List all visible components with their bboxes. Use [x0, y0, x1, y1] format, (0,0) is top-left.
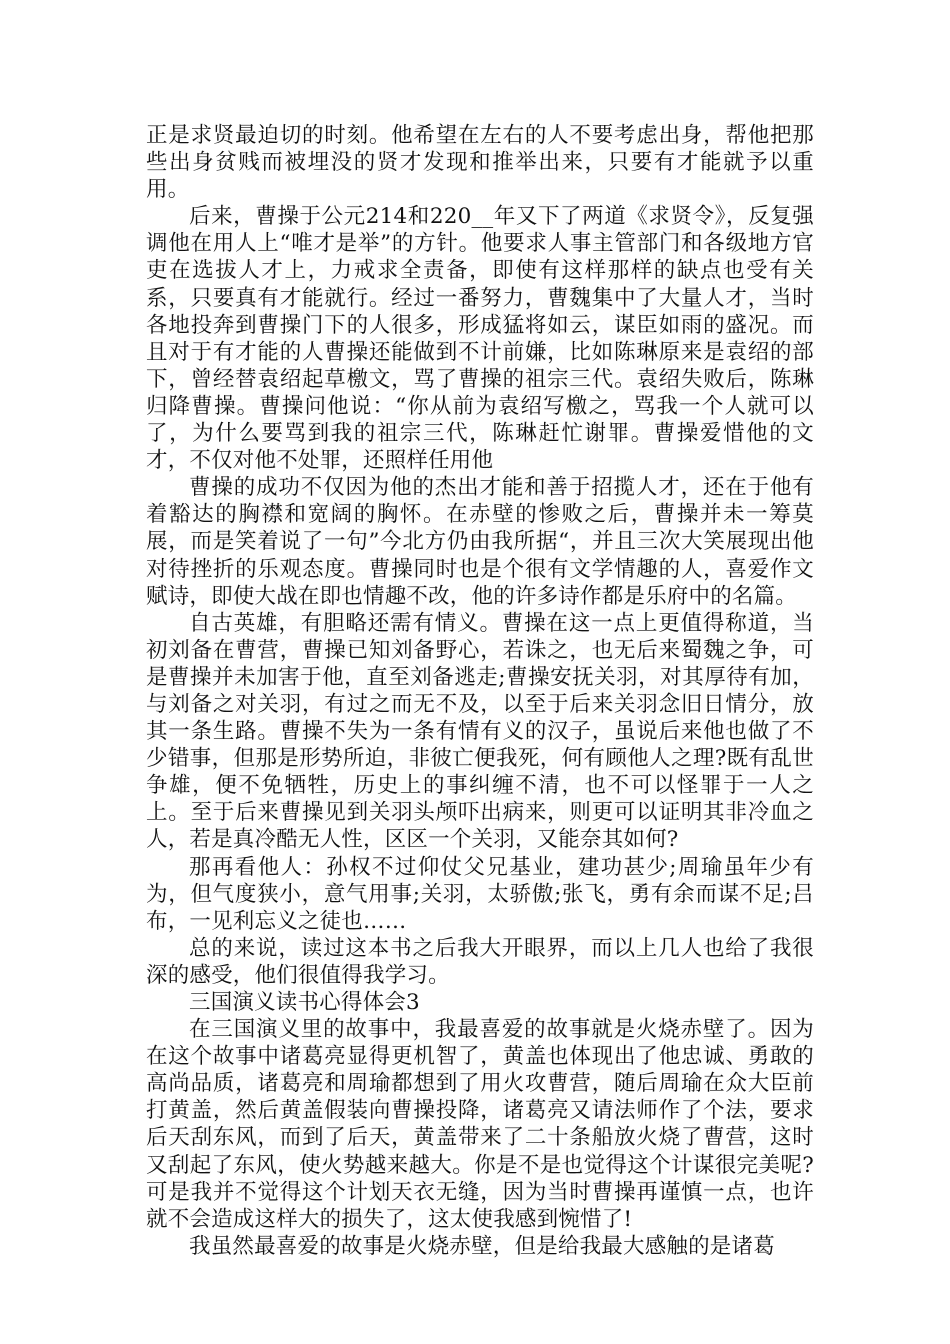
paragraph-2: 后来，曹操于公元214和220__年又下了两道《求贤令》，反复强调他在用人上“唯才是举”的方针。他要求人事主管部门和各级地方官吏在选拔人才上，力戒求全责备，即使有这样那样的缺点也受有关系，只要真有才能就行。经过一番努力，曹魏集中了大量人才，当时各地投奔到曹操门下的人很多，形成猛将如云，谋臣如雨的盛况。而且对于有才能的人曹操还能做到不计前嫌，比如陈琳原来是袁绍的部下，曾经替袁绍起草檄文，骂了曹操的祖宗三代。袁绍失败后，陈琳归降曹操。曹操问他说：“你从前为袁绍写檄之，骂我一个人就可以了，为什么要骂到我的祖宗三代，陈琳赶忙谢罪。曹操爱惜他的文才，不仅对他不处罪，还照样任用他 [146, 204, 814, 474]
paragraph-5: 那再看他人：孙权不过仰仗父兄基业，建功甚少;周瑜虽年少有为，但气度狭小，意气用事;关羽，太骄傲;张飞，勇有余而谋不足;吕布，一见利忘义之徒也…… [146, 854, 814, 934]
paragraph-7: 在三国演义里的故事中，我最喜爱的故事就是火烧赤壁了。因为在这个故事中诸葛亮显得更机智了，黄盖也体现出了他忠诚、勇敢的高尚品质，诸葛亮和周瑜都想到了用火攻曹营，随后周瑜在众大臣前打黄盖，然后黄盖假装向曹操投降，诸葛亮又请法师作了个法，要求后天刮东风，而到了后天，黄盖带来了二十条船放火烧了曹营，这时又刮起了东风，使火势越来越大。你是不是也觉得这个计谋很完美呢?可是我并不觉得这个计划天衣无缝，因为当时曹操再谨慎一点，也许就不会造成这样大的损失了，这太使我感到惋惜了! [146, 1017, 814, 1232]
paragraph-3: 曹操的成功不仅因为他的杰出才能和善于招揽人才，还在于他有着豁达的胸襟和宽阔的胸怀。在赤壁的惨败之后，曹操并未一筹莫展，而是笑着说了一句”今北方仍由我所据“，并且三次大笑展现出他对待挫折的乐观态度。曹操同时也是个很有文学情趣的人，喜爱作文赋诗，即使大战在即也情趣不改，他的许多诗作都是乐府中的名篇。 [146, 475, 814, 609]
paragraph-8: 我虽然最喜爱的故事是火烧赤壁，但是给我最大感触的是诸葛 [189, 1233, 775, 1259]
document-body [146, 122, 814, 1260]
section-heading: 三国演义读书心得体会3 [189, 990, 420, 1015]
paragraph-1: 正是求贤最迫切的时刻。他希望在左右的人不要考虑出身，帮他把那些出身贫贱而被埋没的贤才发现和推举出来，只要有才能就予以重用。 [146, 123, 814, 203]
paragraph-4: 自古英雄，有胆略还需有情义。曹操在这一点上更值得称道，当初刘备在曹营，曹操已知刘备野心，若诛之，也无后来蜀魏之争，可是曹操并未加害于他，直至刘备逃走;曹操安抚关羽，对其厚待有加，与刘备之对关羽，有过之而无不及，以至于后来关羽念旧日情分，放其一条生路。曹操不失为一条有情有义的汉子，虽说后来他也做了不少错事，但那是形势所迫，非彼亡便我死，何有顾他人之理?既有乱世争雄，便不免牺牲，历史上的事纠缠不清，也不可以怪罪于一人之上。至于后来曹操见到关羽头颅吓出病来，则更可以证明其非冷血之人，若是真冷酷无人性，区区一个关羽，又能奈其如何? [146, 610, 814, 853]
paragraph-6: 总的来说，读过这本书之后我大开眼界，而以上几人也给了我很深的感受，他们很值得我学习。 [146, 935, 814, 988]
